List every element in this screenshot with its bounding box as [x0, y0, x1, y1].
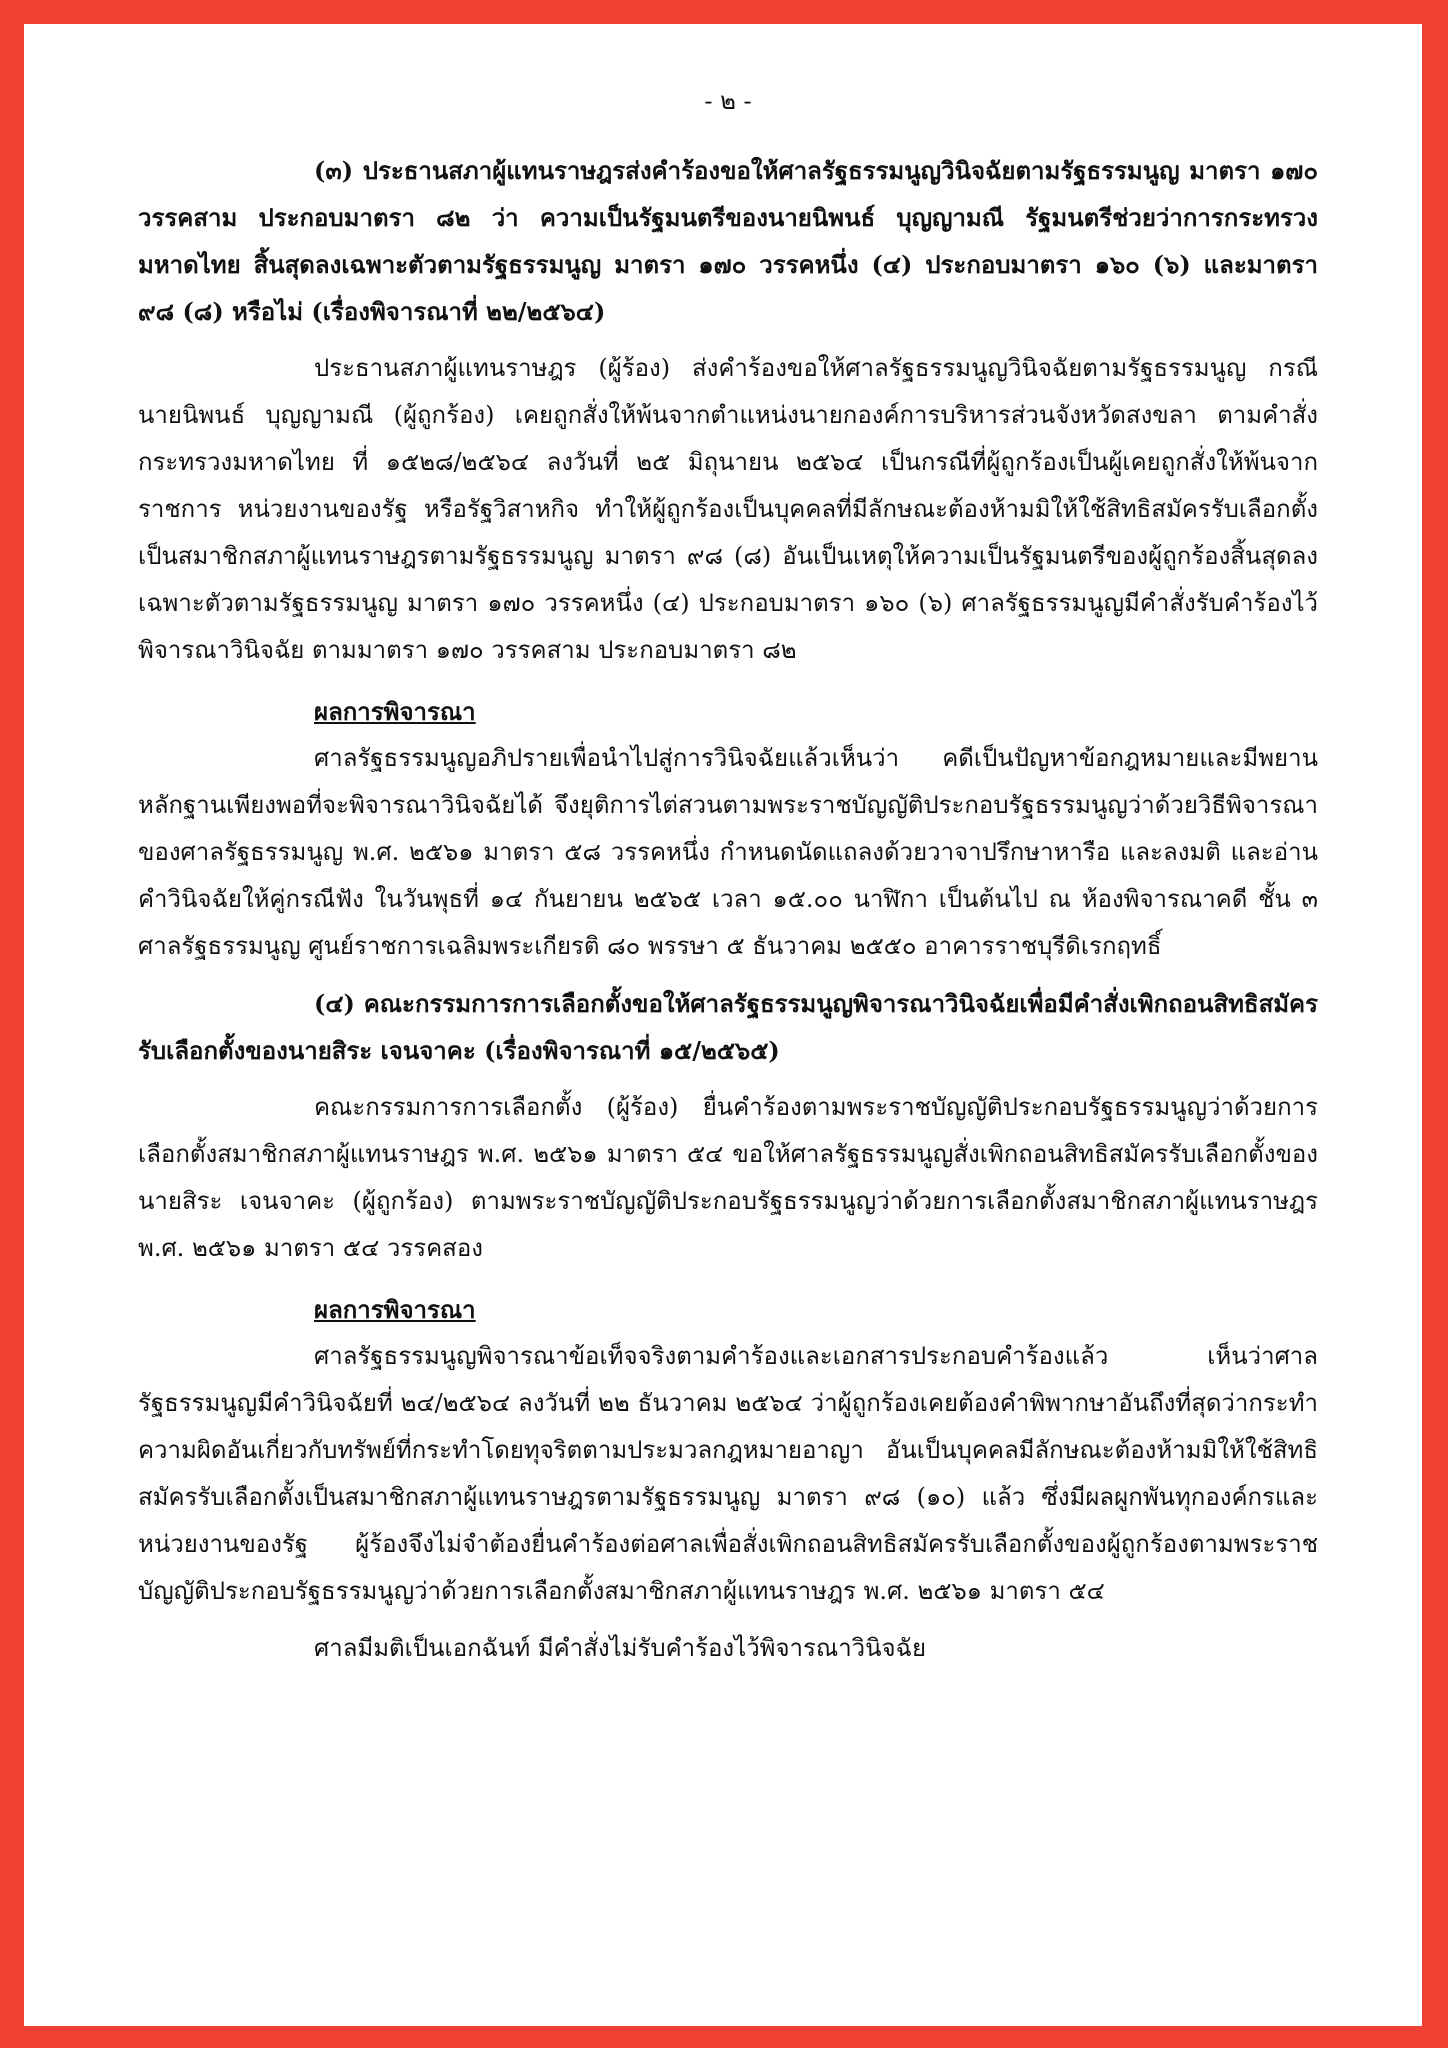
- case-3-result-label: ผลการพิจารณา: [314, 697, 476, 726]
- case-4-result-label: ผลการพิจารณา: [314, 1295, 476, 1324]
- case-3-section: [138, 147, 1318, 970]
- case-3-body: ประธานสภาผู้แทนราษฎร (ผู้ร้อง) ส่งคำร้องขอให้ศาลรัฐธรรมนูญวินิจฉัยตามรัฐธรรมนูญ กรณีนายนิพนธ์ บุญญามณี (ผู้ถูกร้อง) เคยถูกสั่งให้พ้นจากตำแหน่งนายกองค์การบริหารส่วนจังหวัดสงขลา ตามคำสั่งกระทรวงมหาดไทย ที่ ๑๕๒๘/๒๕๖๔ ลงวันที่ ๒๕ มิถุนายน ๒๕๖๔ เป็นกรณีที่ผู้ถูกร้องเป็นผู้เคยถูกสั่งให้พ้นจากราชการ หน่วยงานของรัฐ หรือรัฐวิสาหกิจ ทำให้ผู้ถูกร้องเป็นบุคคลที่มีลักษณะต้องห้ามมิให้ใช้สิทธิสมัครรับเลือกตั้งเป็นสมาชิกสภาผู้แทนราษฎรตามรัฐธรรมนูญ มาตรา ๙๘ (๘) อันเป็นเหตุให้ความเป็นรัฐมนตรีของผู้ถูกร้องสิ้นสุดลงเฉพาะตัวตามรัฐธรรมนูญ มาตรา ๑๗๐ วรรคหนึ่ง (๔) ประกอบมาตรา ๑๖๐ (๖) ศาลรัฐธรรมนูญมีคำสั่งรับคำร้องไว้พิจารณาวินิจฉัย ตามมาตรา ๑๗๐ วรรคสาม ประกอบมาตรา ๘๒: [138, 354, 1318, 664]
- case-3-heading: (๓) ประธานสภาผู้แทนราษฎรส่งคำร้องขอให้ศาลรัฐธรรมนูญวินิจฉัยตามรัฐธรรมนูญ มาตรา ๑๗๐ วรรคสาม ประกอบมาตรา ๘๒ ว่า ความเป็นรัฐมนตรีของนายนิพนธ์ บุญญามณี รัฐมนตรีช่วยว่าการกระทรวงมหาดไทย สิ้นสุดลงเฉพาะตัวตามรัฐธรรมนูญ มาตรา ๑๗๐ วรรคหนึ่ง (๔) ประกอบมาตรา ๑๖๐ (๖) และมาตรา ๙๘ (๘) หรือไม่ (เรื่องพิจารณาที่ ๒๒/๒๕๖๔): [138, 156, 1318, 326]
- page-number: - ๒ -: [704, 87, 752, 115]
- case-4-conclusion: ศาลมีมติเป็นเอกฉันท์ มีคำสั่งไม่รับคำร้องไว้พิจารณาวินิจฉัย: [314, 1634, 927, 1662]
- case-4-result: ศาลรัฐธรรมนูญพิจารณาข้อเท็จจริงตามคำร้องและเอกสารประกอบคำร้องแล้ว เห็นว่าศาลรัฐธรรมนูญมีคำวินิจฉัยที่ ๒๔/๒๕๖๔ ลงวันที่ ๒๒ ธันวาคม ๒๕๖๔ ว่าผู้ถูกร้องเคยต้องคำพิพากษาอันถึงที่สุดว่ากระทำความผิดอันเกี่ยวกับทรัพย์ที่กระทำโดยทุจริตตามประมวลกฎหมายอาญา อันเป็นบุคคลมีลักษณะต้องห้ามมิให้ใช้สิทธิสมัครรับเลือกตั้งเป็นสมาชิกสภาผู้แทนราษฎรตามรัฐธรรมนูญ มาตรา ๙๘ (๑๐) แล้ว ซึ่งมีผลผูกพันทุกองค์กรและหน่วยงานของรัฐ ผู้ร้องจึงไม่จำต้องยื่นคำร้องต่อศาลเพื่อสั่งเพิกถอนสิทธิสมัครรับเลือกตั้งของผู้ถูกร้องตามพระราชบัญญัติประกอบรัฐธรรมนูญว่าด้วยการเลือกตั้งสมาชิกสภาผู้แทนราษฎร พ.ศ. ๒๕๖๑ มาตรา ๕๔: [138, 1342, 1318, 1605]
- case-4-body: คณะกรรมการการเลือกตั้ง (ผู้ร้อง) ยื่นคำร้องตามพระราชบัญญัติประกอบรัฐธรรมนูญว่าด้วยการเลือกตั้งสมาชิกสภาผู้แทนราษฎร พ.ศ. ๒๕๖๑ มาตรา ๕๔ ขอให้ศาลรัฐธรรมนูญสั่งเพิกถอนสิทธิสมัครรับเลือกตั้งของนายสิระ เจนจาคะ (ผู้ถูกร้อง) ตามพระราชบัญญัติประกอบรัฐธรรมนูญว่าด้วยการเลือกตั้งสมาชิกสภาผู้แทนราษฎร พ.ศ. ๒๕๖๑ มาตรา ๕๔ วรรคสอง: [138, 1093, 1318, 1262]
- case-3-result: ศาลรัฐธรรมนูญอภิปรายเพื่อนำไปสู่การวินิจฉัยแล้วเห็นว่า คดีเป็นปัญหาข้อกฎหมายและมีพยานหลักฐานเพียงพอที่จะพิจารณาวินิจฉัยได้ จึงยุติการไต่สวนตามพระราชบัญญัติประกอบรัฐธรรมนูญว่าด้วยวิธีพิจารณาของศาลรัฐธรรมนูญ พ.ศ. ๒๕๖๑ มาตรา ๕๘ วรรคหนึ่ง กำหนดนัดแถลงด้วยวาจาปรึกษาหารือ และลงมติ และอ่านคำวินิจฉัยให้คู่กรณีฟัง ในวันพุธที่ ๑๔ กันยายน ๒๕๖๕ เวลา ๑๕.๐๐ นาฬิกา เป็นต้นไป ณ ห้องพิจารณาคดี ชั้น ๓ ศาลรัฐธรรมนูญ ศูนย์ราชการเฉลิมพระเกียรติ ๘๐ พรรษา ๕ ธันวาคม ๒๕๕๐ อาคารราชบุรีดิเรกฤทธิ์: [138, 744, 1318, 960]
- document-page: [138, 78, 1318, 1682]
- case-4-heading: (๔) คณะกรรมการการเลือกตั้งขอให้ศาลรัฐธรรมนูญพิจารณาวินิจฉัยเพื่อมีคำสั่งเพิกถอนสิทธิสมัครรับเลือกตั้งของนายสิระ เจนจาคะ (เรื่องพิจารณาที่ ๑๕/๒๕๖๕): [138, 989, 1318, 1065]
- case-4-section: [138, 980, 1318, 1672]
